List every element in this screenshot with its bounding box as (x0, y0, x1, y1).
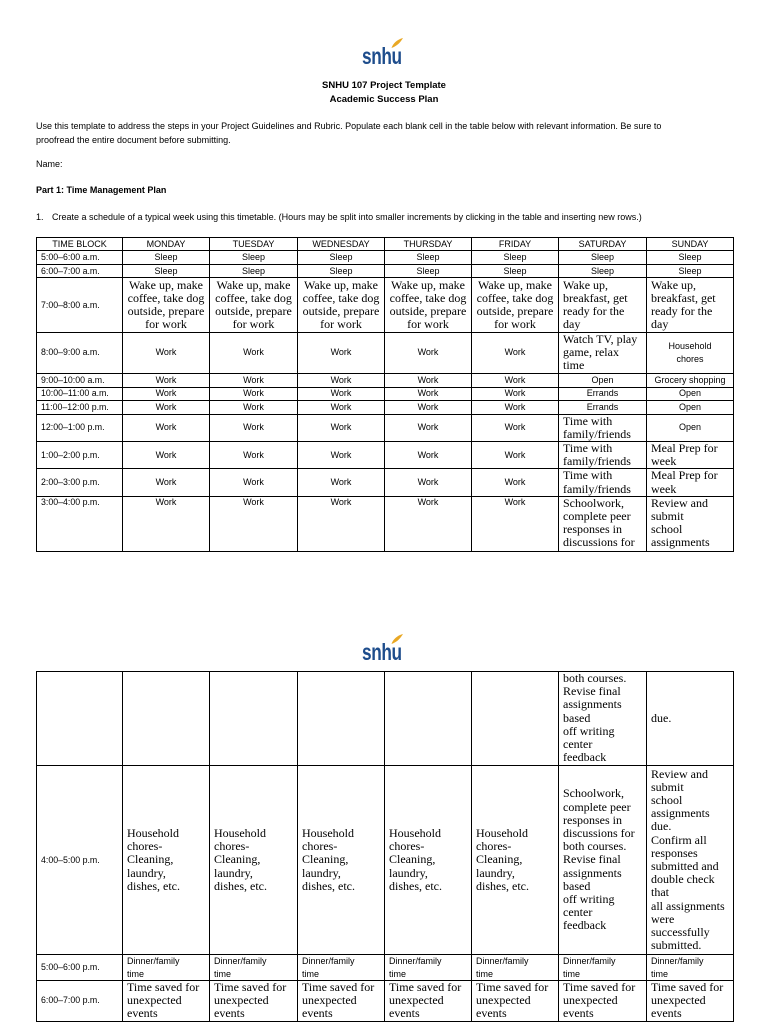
column-header-monday: MONDAY (123, 238, 210, 251)
monday-cell: Work (123, 387, 210, 400)
saturday-cell: Time with family/friends (559, 469, 647, 496)
monday-cell: Work (123, 414, 210, 441)
friday-cell (472, 672, 559, 766)
wednesday-cell: Work (298, 496, 385, 551)
sunday-cell: Sleep (647, 265, 734, 278)
thursday-cell: Household chores- Cleaning, laundry, dishes, etc. (385, 766, 472, 955)
monday-cell: Work (123, 333, 210, 374)
snhu-logo (360, 632, 408, 664)
sunday-cell: Open (647, 387, 734, 400)
wednesday-cell: Sleep (298, 251, 385, 265)
wednesday-cell: Work (298, 414, 385, 441)
name-label: Name: (36, 159, 63, 169)
saturday-cell: Time with family/friends (559, 414, 647, 441)
part1-heading: Part 1: Time Management Plan (36, 185, 167, 195)
timetable-continued (36, 671, 734, 1022)
tuesday-cell: Work (210, 387, 298, 400)
saturday-cell: Dinner/family time (559, 955, 647, 981)
tuesday-cell: Wake up, make coffee, take dog outside, prepare for work (210, 278, 298, 333)
schedule-row (37, 766, 734, 955)
instruction-number: 1. (36, 212, 44, 222)
column-header-sunday: SUNDAY (647, 238, 734, 251)
schedule-row (37, 955, 734, 981)
saturday-cell: Time with family/friends (559, 442, 647, 469)
document-title: SNHU 107 Project Template (322, 80, 446, 91)
thursday-cell: Work (385, 496, 472, 551)
monday-cell: Work (123, 496, 210, 551)
tuesday-cell: Sleep (210, 265, 298, 278)
friday-cell: Time saved for unexpected events (472, 981, 559, 1022)
thursday-cell: Work (385, 387, 472, 400)
schedule-row (37, 400, 734, 414)
thursday-cell: Wake up, make coffee, take dog outside, prepare for work (385, 278, 472, 333)
schedule-row (37, 278, 734, 333)
monday-cell: Sleep (123, 265, 210, 278)
saturday-cell: Wake up, breakfast, get ready for the day (559, 278, 647, 333)
friday-cell: Sleep (472, 265, 559, 278)
friday-cell: Work (472, 400, 559, 414)
wednesday-cell: Time saved for unexpected events (298, 981, 385, 1022)
sunday-cell: due. (647, 672, 734, 766)
tuesday-cell: Household chores- Cleaning, laundry, dishes, etc. (210, 766, 298, 955)
saturday-cell: both courses. Revise final assignments based off writing center feedback (559, 672, 647, 766)
time-block-label: 4:00–5:00 p.m. (37, 766, 123, 955)
schedule-row (37, 265, 734, 278)
wednesday-cell: Work (298, 333, 385, 374)
thursday-cell: Work (385, 333, 472, 374)
saturday-cell: Watch TV, play game, relax time (559, 333, 647, 374)
tuesday-cell (210, 672, 298, 766)
monday-cell: Work (123, 373, 210, 387)
thursday-cell: Work (385, 400, 472, 414)
tuesday-cell: Work (210, 414, 298, 441)
friday-cell: Work (472, 373, 559, 387)
thursday-cell: Sleep (385, 251, 472, 265)
time-block-label: 11:00–12:00 p.m. (37, 400, 123, 414)
tuesday-cell: Work (210, 400, 298, 414)
logo-wordmark: snhu (362, 639, 402, 665)
schedule-row (37, 414, 734, 441)
sunday-cell: Open (647, 414, 734, 441)
sunday-cell: Review and submit school assignments due. Confirm all responses submitted and double check that all assignments were successfully submitted. (647, 766, 734, 955)
wednesday-cell (298, 672, 385, 766)
saturday-cell: Sleep (559, 265, 647, 278)
saturday-cell: Errands (559, 387, 647, 400)
snhu-logo (360, 36, 408, 68)
friday-cell: Dinner/family time (472, 955, 559, 981)
logo-wordmark: snhu (362, 43, 402, 69)
time-block-label: 5:00–6:00 p.m. (37, 955, 123, 981)
sunday-cell: Meal Prep for week (647, 442, 734, 469)
sunday-cell: Open (647, 400, 734, 414)
tuesday-cell: Time saved for unexpected events (210, 981, 298, 1022)
time-block-label: 2:00–3:00 p.m. (37, 469, 123, 496)
wednesday-cell: Work (298, 469, 385, 496)
friday-cell: Work (472, 414, 559, 441)
sunday-cell: Grocery shopping (647, 373, 734, 387)
wednesday-cell: Wake up, make coffee, take dog outside, prepare for work (298, 278, 385, 333)
friday-cell: Sleep (472, 251, 559, 265)
saturday-cell: Schoolwork, complete peer responses in discussions for both courses. Revise final assignments based off writing center feedback (559, 766, 647, 955)
sunday-cell: Sleep (647, 251, 734, 265)
monday-cell: Work (123, 469, 210, 496)
monday-cell: Household chores- Cleaning, laundry, dishes, etc. (123, 766, 210, 955)
timetable (36, 237, 734, 552)
saturday-cell: Open (559, 373, 647, 387)
friday-cell: Work (472, 469, 559, 496)
monday-cell: Time saved for unexpected events (123, 981, 210, 1022)
thursday-cell: Dinner/family time (385, 955, 472, 981)
tuesday-cell: Work (210, 469, 298, 496)
time-block-label: 6:00–7:00 p.m. (37, 981, 123, 1022)
monday-cell (123, 672, 210, 766)
saturday-cell: Sleep (559, 251, 647, 265)
friday-cell: Work (472, 333, 559, 374)
tuesday-cell: Dinner/family time (210, 955, 298, 981)
wednesday-cell: Work (298, 373, 385, 387)
sunday-cell: Review and submit school assignments (647, 496, 734, 551)
wednesday-cell: Sleep (298, 265, 385, 278)
tuesday-cell: Work (210, 496, 298, 551)
column-header-time-block: TIME BLOCK (37, 238, 123, 251)
instruction-text: Create a schedule of a typical week using this timetable. (Hours may be split into smaller increments by clicking in the table and inserting new rows.) (52, 212, 642, 222)
column-header-wednesday: WEDNESDAY (298, 238, 385, 251)
friday-cell: Wake up, make coffee, take dog outside, prepare for work (472, 278, 559, 333)
schedule-row (37, 333, 734, 374)
time-block-label: 8:00–9:00 a.m. (37, 333, 123, 374)
sunday-cell: Household chores (647, 333, 734, 374)
friday-cell: Work (472, 387, 559, 400)
timetable-header-row (37, 238, 734, 251)
schedule-row (37, 373, 734, 387)
schedule-row (37, 251, 734, 265)
schedule-row (37, 469, 734, 496)
thursday-cell: Sleep (385, 265, 472, 278)
tuesday-cell: Work (210, 333, 298, 374)
schedule-row (37, 672, 734, 766)
schedule-row (37, 496, 734, 551)
saturday-cell: Time saved for unexpected events (559, 981, 647, 1022)
friday-cell: Work (472, 496, 559, 551)
column-header-saturday: SATURDAY (559, 238, 647, 251)
saturday-cell: Schoolwork, complete peer responses in discussions for (559, 496, 647, 551)
time-block-label: 10:00–11:00 a.m. (37, 387, 123, 400)
time-block-label: 5:00–6:00 a.m. (37, 251, 123, 265)
tuesday-cell: Sleep (210, 251, 298, 265)
tuesday-cell: Work (210, 442, 298, 469)
thursday-cell (385, 672, 472, 766)
intro-paragraph: Use this template to address the steps in your Project Guidelines and Rubric. Populate each blank cell in the table below with relevant information. Be sure to proofread the entire document before submitting. (36, 121, 662, 145)
monday-cell: Work (123, 400, 210, 414)
time-block-label: 9:00–10:00 a.m. (37, 373, 123, 387)
sunday-cell: Dinner/family time (647, 955, 734, 981)
wednesday-cell: Work (298, 442, 385, 469)
wednesday-cell: Work (298, 400, 385, 414)
time-block-label: 1:00–2:00 p.m. (37, 442, 123, 469)
monday-cell: Sleep (123, 251, 210, 265)
time-block-label: 12:00–1:00 p.m. (37, 414, 123, 441)
column-header-friday: FRIDAY (472, 238, 559, 251)
time-block-label: 6:00–7:00 a.m. (37, 265, 123, 278)
document-subtitle: Academic Success Plan (329, 94, 439, 105)
time-block-label: 7:00–8:00 a.m. (37, 278, 123, 333)
thursday-cell: Work (385, 414, 472, 441)
saturday-cell: Errands (559, 400, 647, 414)
sunday-cell: Wake up, breakfast, get ready for the day (647, 278, 734, 333)
monday-cell: Wake up, make coffee, take dog outside, prepare for work (123, 278, 210, 333)
column-header-thursday: THURSDAY (385, 238, 472, 251)
thursday-cell: Time saved for unexpected events (385, 981, 472, 1022)
thursday-cell: Work (385, 373, 472, 387)
tuesday-cell: Work (210, 373, 298, 387)
schedule-row (37, 981, 734, 1022)
thursday-cell: Work (385, 469, 472, 496)
monday-cell: Dinner/family time (123, 955, 210, 981)
wednesday-cell: Household chores- Cleaning, laundry, dishes, etc. (298, 766, 385, 955)
wednesday-cell: Dinner/family time (298, 955, 385, 981)
monday-cell: Work (123, 442, 210, 469)
time-block-label (37, 672, 123, 766)
schedule-row (37, 442, 734, 469)
thursday-cell: Work (385, 442, 472, 469)
friday-cell: Household chores- Cleaning, laundry, dishes, etc. (472, 766, 559, 955)
column-header-tuesday: TUESDAY (210, 238, 298, 251)
schedule-row (37, 387, 734, 400)
wednesday-cell: Work (298, 387, 385, 400)
sunday-cell: Time saved for unexpected events (647, 981, 734, 1022)
sunday-cell: Meal Prep for week (647, 469, 734, 496)
friday-cell: Work (472, 442, 559, 469)
time-block-label: 3:00–4:00 p.m. (37, 496, 123, 551)
